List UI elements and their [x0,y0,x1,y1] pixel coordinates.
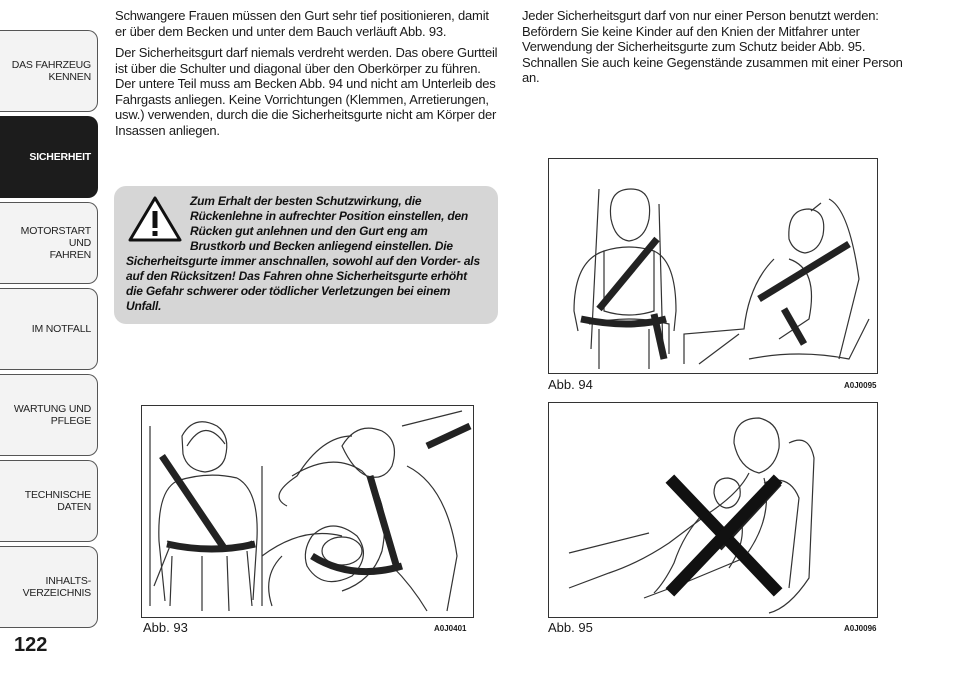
figure-95-wrong-belt [548,402,878,618]
illustration-seated-passengers [549,159,877,373]
tab-wartung-und-pflege[interactable]: WARTUNG UND PFLEGE [0,374,98,456]
left-text-column [115,8,501,144]
right-text-column [522,8,912,92]
illustration-pregnant-woman [142,406,473,617]
illustration-child-on-lap [549,403,877,617]
warning-box [114,186,498,324]
figure-93-caption: Abb. 93 [143,620,188,635]
tab-im-notfall[interactable]: IM NOTFALL [0,288,98,370]
tab-das-fahrzeug-kennen[interactable]: DAS FAHRZEUG KENNEN [0,30,98,112]
figure-94-code: A0J0095 [844,381,877,390]
figure-93-code: A0J0401 [434,624,467,633]
tab-inhaltsverzeichnis[interactable]: INHALTS- VERZEICHNIS [0,546,98,628]
paragraph-pregnant: Schwangere Frauen müssen den Gurt sehr tief positionieren, damit er über dem Becken und unter dem Bauch verläuft Abb. 93. [115,8,489,39]
tab-sicherheit[interactable]: SICHERHEIT [0,116,98,198]
warning-triangle-icon [126,194,184,244]
tab-motorstart-und-fahren[interactable]: MOTORSTART UND FAHREN [0,202,98,284]
paragraph-belt-twist: Der Sicherheitsgurt darf niemals verdreht werden. Das obere Gurtteil ist über die Schulter und diagonal über den Oberkörper zu führen. Der untere Teil muss am Becken Abb. 94 und nicht am Unterleib des Fahrgasts anliegen. Keine Vorrichtungen (Klemmen, Arretierungen, usw.) verwenden, durch die die Sicherheitsgurte nicht am Körper der Insassen anliegen. [115,45,498,138]
figure-95-code: A0J0096 [844,624,877,633]
figure-93-pregnant-belt [141,405,474,618]
figure-95-caption: Abb. 95 [548,620,593,635]
figure-94-caption: Abb. 94 [548,377,593,392]
chapter-sidebar [0,0,100,686]
paragraph-one-person: Jeder Sicherheitsgurt darf von nur einer Person benutzt werden: Befördern Sie keine Kinder auf den Knien der Mitfahrer unter Verwendung der Sicherheitsgurte zum Schutz beider Abb. 95. Schnallen Sie auch keine Gegenstände zusammen mit einer Person an. [522,8,903,85]
warning-text: Zum Erhalt der besten Schutzwirkung, die Rückenlehne in aufrechter Position einstellen, den Rücken gut anlehnen und den Gurt eng am Brustkorb und Becken anliegend einstellen. Die Sicherheitsgurte immer anschnallen, sowohl auf den Vorder- als auf den Rücksitzen! Das Fahren ohne Sicherheitsgurte erhöht die Gefahr schwerer oder tödlicher Verletzungen bei einem Unfall. [126,194,480,313]
tab-technische-daten[interactable]: TECHNISCHE DATEN [0,460,98,542]
page-number: 122 [14,634,48,656]
figure-94-correct-belt [548,158,878,374]
